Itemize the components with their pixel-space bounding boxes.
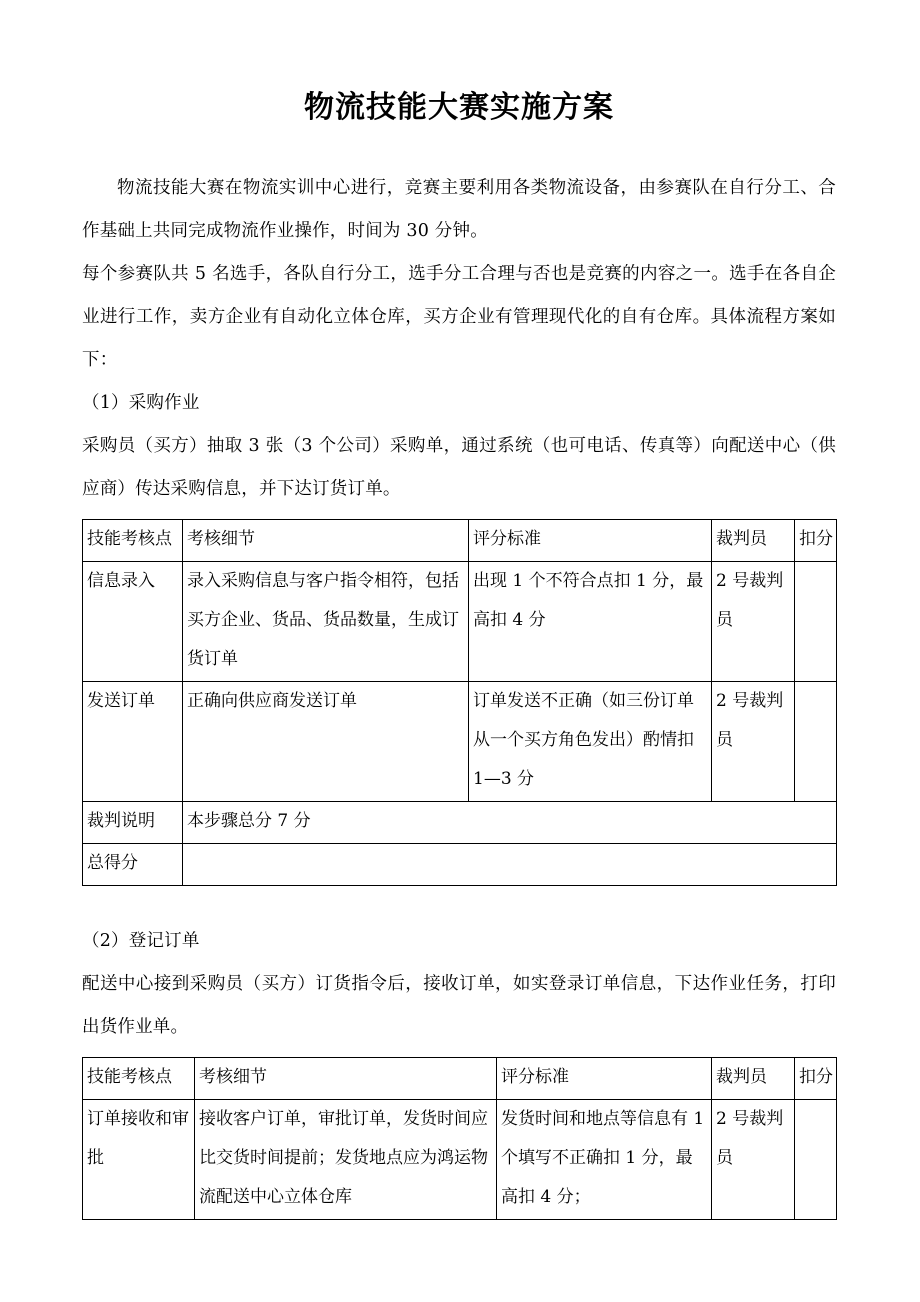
- spacer-before-table-2: [82, 1049, 836, 1057]
- scoring-table-2: [82, 1057, 837, 1220]
- cell-detail: 接收客户订单，审批订单，发货时间应比交货时间提前；发货地点应为鸿运物流配送中心立体仓库: [195, 1099, 497, 1219]
- column-header-detail: 考核细节: [183, 519, 469, 561]
- cell-skill-point: 信息录入: [83, 561, 183, 681]
- cell-total-value: [183, 843, 837, 885]
- cell-judge: 2 号裁判员: [712, 1099, 795, 1219]
- column-header-deduction: 扣分: [795, 1057, 837, 1099]
- column-header-deduction: 扣分: [795, 519, 837, 561]
- spacer-after-table-1: [82, 886, 836, 920]
- cell-criteria: 发货时间和地点等信息有 1 个填写不正确扣 1 分，最高扣 4 分；: [497, 1099, 712, 1219]
- table-row: [83, 561, 837, 681]
- table-row: [83, 681, 837, 801]
- table-header-row: [83, 1057, 837, 1099]
- cell-judge: 2 号裁判员: [712, 681, 795, 801]
- scoring-table-1: [82, 519, 837, 886]
- section-1-description: 采购员（买方）抽取 3 张（3 个公司）采购单，通过系统（也可电话、传真等）向配送中心（供应商）传达采购信息，并下达订货订单。: [82, 435, 836, 499]
- column-header-detail: 考核细节: [195, 1057, 497, 1099]
- cell-deduction: [795, 1099, 837, 1219]
- column-header-skill-point: 技能考核点: [83, 519, 183, 561]
- table-footer-row-note: [83, 801, 837, 843]
- intro-paragraph-1: 物流技能大赛在物流实训中心进行，竞赛主要利用各类物流设备，由参赛队在自行分工、合作基础上共同完成物流作业操作，时间为 30 分钟。: [82, 177, 836, 241]
- cell-criteria: 出现 1 个不符合点扣 1 分，最高扣 4 分: [469, 561, 712, 681]
- section-1-heading: （1）采购作业: [82, 392, 200, 413]
- column-header-judge: 裁判员: [712, 519, 795, 561]
- column-header-criteria: 评分标准: [469, 519, 712, 561]
- column-header-criteria: 评分标准: [497, 1057, 712, 1099]
- table-header-row: [83, 519, 837, 561]
- column-header-judge: 裁判员: [712, 1057, 795, 1099]
- cell-judge: 2 号裁判员: [712, 561, 795, 681]
- column-header-skill-point: 技能考核点: [83, 1057, 195, 1099]
- cell-skill-point: 订单接收和审批: [83, 1099, 195, 1219]
- cell-criteria: 订单发送不正确（如三份订单从一个买方角色发出）酌情扣 1—3 分: [469, 681, 712, 801]
- section-2-description: 配送中心接到采购员（买方）订货指令后，接收订单，如实登录订单信息，下达作业任务，打印出货作业单。: [82, 973, 836, 1037]
- intro-paragraph-2: 每个参赛队共 5 名选手，各队自行分工，选手分工合理与否也是竞赛的内容之一。选手在各自企业进行工作，卖方企业有自动化立体仓库，买方企业有管理现代化的自有仓库。具体流程方案如下：: [82, 263, 836, 370]
- table-footer-row-total: [83, 843, 837, 885]
- page-title: 物流技能大赛实施方案: [304, 90, 614, 125]
- table-row: [83, 1099, 837, 1219]
- cell-note-value: 本步骤总分 7 分: [183, 801, 837, 843]
- cell-note-label: 裁判说明: [83, 801, 183, 843]
- cell-deduction: [795, 561, 837, 681]
- cell-deduction: [795, 681, 837, 801]
- cell-detail: 录入采购信息与客户指令相符，包括买方企业、货品、货品数量，生成订货订单: [183, 561, 469, 681]
- cell-total-label: 总得分: [83, 843, 183, 885]
- spacer-before-table-1: [82, 511, 836, 519]
- cell-detail: 正确向供应商发送订单: [183, 681, 469, 801]
- cell-skill-point: 发送订单: [83, 681, 183, 801]
- section-2-heading: （2）登记订单: [82, 930, 200, 951]
- page-content: [82, 0, 836, 1220]
